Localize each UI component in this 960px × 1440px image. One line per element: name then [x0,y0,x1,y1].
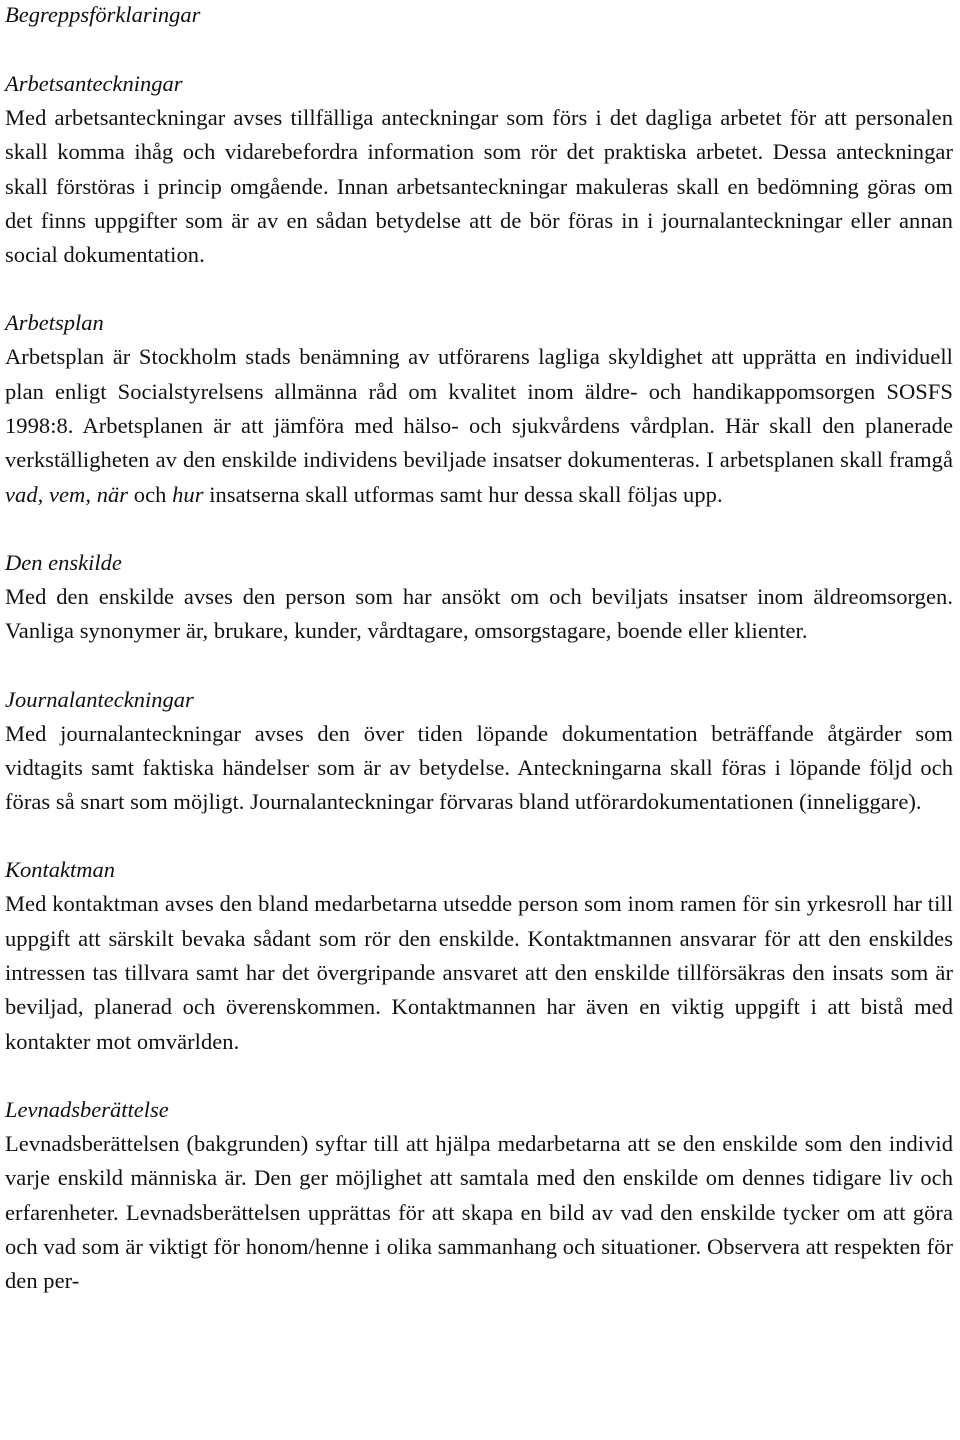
term-heading: Arbetsanteckningar [5,71,183,96]
section-kontaktman [5,853,953,1058]
term-definition: Med journalanteckningar avses den över tiden löpande dokumentation beträffande åtgärder som vidtagits samt faktiska händelser som är av betydelse. Anteckningarna skall föras i löpande följd och föras så snart som möjligt. Journalanteckningar förvaras bland utförardokumentationen (inneliggare). [5,720,953,815]
definition-text: och [128,481,173,507]
spacer [5,30,953,67]
document-title: Begreppsförklaringar [5,2,201,27]
section-den-enskilde [5,546,953,649]
term-definition: Med arbetsanteckningar avses tillfälliga anteckningar som förs i det dagliga arbetet för att personalen skall komma ihåg och vidarebefordra information som rör det praktiska arbetet. Dessa anteckningar skall förstöras i princip omgående. Innan arbetsanteckningar makuleras skall en bedömning göras om det finns uppgifter som är av en sådan betydelse att de bör föras in i journalanteckningar eller annan social dokumentation. [5,105,953,268]
term-definition [5,340,953,511]
term-heading: Levnadsberättelse [5,1096,169,1122]
definition-text: Arbetsplan är Stockholm stads benämning av utförarens lagliga skyldighet att upprätta en individuell plan enligt Socialstyrelsens allmänna råd om kvalitet inom äldre- och handikappomsorgen SOSFS 1998:8. Arbetsplanen är att jämföra med hälso- och sjukvårdens vårdplan. Här skall den planerade verkställigheten av den enskilde individens beviljade insatser dokumenteras. I arbetsplanen skall framgå [5,344,953,473]
term-heading: Journalanteckningar [5,686,194,712]
document-page [5,0,953,1298]
spacer [5,272,953,306]
emphasis-text: vad, vem, när [5,481,129,507]
spacer [5,1059,953,1093]
emphasis-text: hur [172,481,204,507]
section-journalanteckningar [5,683,953,820]
term-definition: Med kontaktman avses den bland medarbetarna utsedde person som inom ramen för sin yrkesroll har till uppgift att särskilt bevaka sådant som rör den enskilde. Kontaktmannen ansvarar för att den enskildes intressen tas tillvara samt har det övergripande ansvaret att den enskilde tillförsäkras den insats som är beviljad, planerad och överenskommen. Kontaktmannen har även en viktig uppgift i att bistå med kontakter mot omvärlden. [5,891,953,1054]
term-heading: Arbetsplan [5,310,104,336]
spacer [5,649,953,683]
section-arbetsanteckningar [5,67,953,272]
definition-text: insatserna skall utformas samt hur dessa skall följas upp. [203,481,723,507]
term-definition: Med den enskilde avses den person som har ansökt om och beviljats insatser inom äldreomsorgen. Vanliga synonymer är, brukare, kunder, vårdtagare, omsorgstagare, boende eller klienter. [5,583,953,644]
term-definition: Levnadsberättelsen (bakgrunden) syftar till att hjälpa medarbetarna att se den enskilde som den individ varje enskild människa är. Den ger möjlighet att samtala med den enskilde om dennes tidigare liv och erfarenheter. Levnadsberättelsen upprättas för att skapa en bild av vad den enskilde tycker om att göra och vad som är viktigt för honom/henne i olika sammanhang och situationer. Observera att respekten för den per- [5,1130,953,1294]
spacer [5,819,953,853]
section-levnadsberattelse [5,1093,953,1298]
term-heading: Kontaktman [5,857,115,883]
spacer [5,512,953,546]
term-heading: Den enskilde [5,549,122,575]
section-arbetsplan [5,306,953,511]
